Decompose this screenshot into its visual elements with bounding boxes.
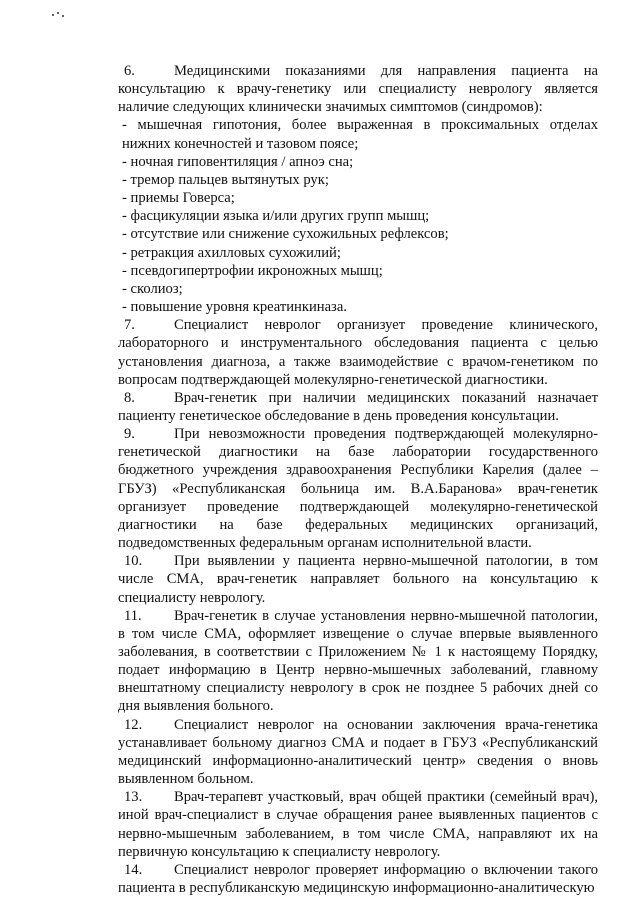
paragraph-12 <box>118 716 598 789</box>
paragraph-number: 8. <box>124 389 135 406</box>
list-item: - ретракция ахилловых сухожилий; <box>122 244 341 261</box>
list-item: - сколиоз; <box>122 280 183 297</box>
paragraph-text: Специалист невролог организует проведение клинического, лабораторного и инструментального обследования пациента с целью установления диагноза, а также взаимодействие с врачом-генетиком по вопросам подтверждающей молекулярно-генетической диагностики. <box>118 317 598 388</box>
paragraph-number: 11. <box>124 607 142 624</box>
list-item: - повышение уровня креатинкиназа. <box>122 299 347 316</box>
paragraph-number: 10. <box>124 553 143 570</box>
list-item: - фасцикуляции языка и/или других групп мышц; <box>122 208 430 225</box>
paragraph-text: При невозможности проведения подтверждающей молекулярно-генетической диагностики на базе лаборатории государственного бюджетного учреждения здравоохранения Республики Карелия (далее – ГБУЗ) «Республиканская больница им. В.А.Баранова» врач-генетик организует проведение подтверждающей молекулярно-генетической диагностики на базе федеральных медицинских организаций, подведомственных федеральным органам исполнительной власти. <box>118 426 598 552</box>
paragraph-text: При выявлении у пациента нервно-мышечной патологии, в том числе СМА, врач-генетик направляет больного на консультацию к специалисту неврологу. <box>118 553 598 606</box>
list-item: - приемы Говерса; <box>122 190 235 207</box>
document-body <box>118 62 598 897</box>
symptom-list <box>118 116 598 316</box>
list-item: - отсутствие или снижение сухожильных рефлексов; <box>122 226 449 243</box>
paragraph-number: 9. <box>124 426 135 443</box>
list-item: - тремор пальцев вытянутых рук; <box>122 171 329 188</box>
paragraph-text: Специалист невролог проверяет информацию о включении такого пациента в республиканскую медицинскую информационно-аналитическую <box>118 861 598 897</box>
list-item: - псевдогипертрофии икроножных мышц; <box>122 262 383 279</box>
list-item: - мышечная гипотония, более выраженная в проксимальных отделах нижних конечностей и тазовом поясе; <box>122 117 598 152</box>
scan-artifact-dots <box>52 12 66 18</box>
paragraph-number: 13. <box>124 789 143 806</box>
list-item: - ночная гиповентиляция / апноэ сна; <box>122 153 354 170</box>
paragraph-text: Специалист невролог на основании заключения врача-генетика устанавливает больному диагноз СМА и подает в ГБУЗ «Республиканский медицинский информационно-аналитический центр» сведения о вновь выявленном больном. <box>118 716 598 788</box>
paragraph-7 <box>118 316 598 389</box>
paragraph-14 <box>118 861 598 897</box>
paragraph-number: 14. <box>124 861 143 878</box>
paragraph-text: Врач-генетик в случае установления нервно-мышечной патологии, в том числе СМА, оформляет извещение о случае впервые выявленного заболевания, в соответствии с Приложением № 1 к настоящему Порядку, подает информацию в Центр нервно-мышечных заболеваний, главному внештатному специалисту неврологу в срок не позднее 5 рабочих дней со дня выявления больного. <box>118 607 598 715</box>
paragraph-13 <box>118 788 598 861</box>
paragraph-6 <box>118 62 598 116</box>
paragraph-9 <box>118 425 598 552</box>
paragraph-text: Врач-терапевт участковый, врач общей практики (семейный врач), иной врач-специалист в случае обращения ранее выявленных пациентов с нервно-мышечным заболеванием, в том числе СМА, направляют их на первичную консультацию к специалисту неврологу. <box>118 789 598 860</box>
paragraph-number: 6. <box>124 63 135 79</box>
paragraph-10 <box>118 552 598 606</box>
paragraph-text: Медицинскими показаниями для направления пациента на консультацию к врачу-генетику или специалисту неврологу является наличие следующих клинически значимых симптомов (синдромов): <box>118 63 598 116</box>
paragraph-number: 12. <box>124 716 143 733</box>
paragraph-number: 7. <box>124 317 135 334</box>
paragraph-11 <box>118 607 598 716</box>
paragraph-8 <box>118 389 598 425</box>
paragraph-text: Врач-генетик при наличии медицинских показаний назначает пациенту генетическое обследование в день проведения консультации. <box>118 389 598 424</box>
